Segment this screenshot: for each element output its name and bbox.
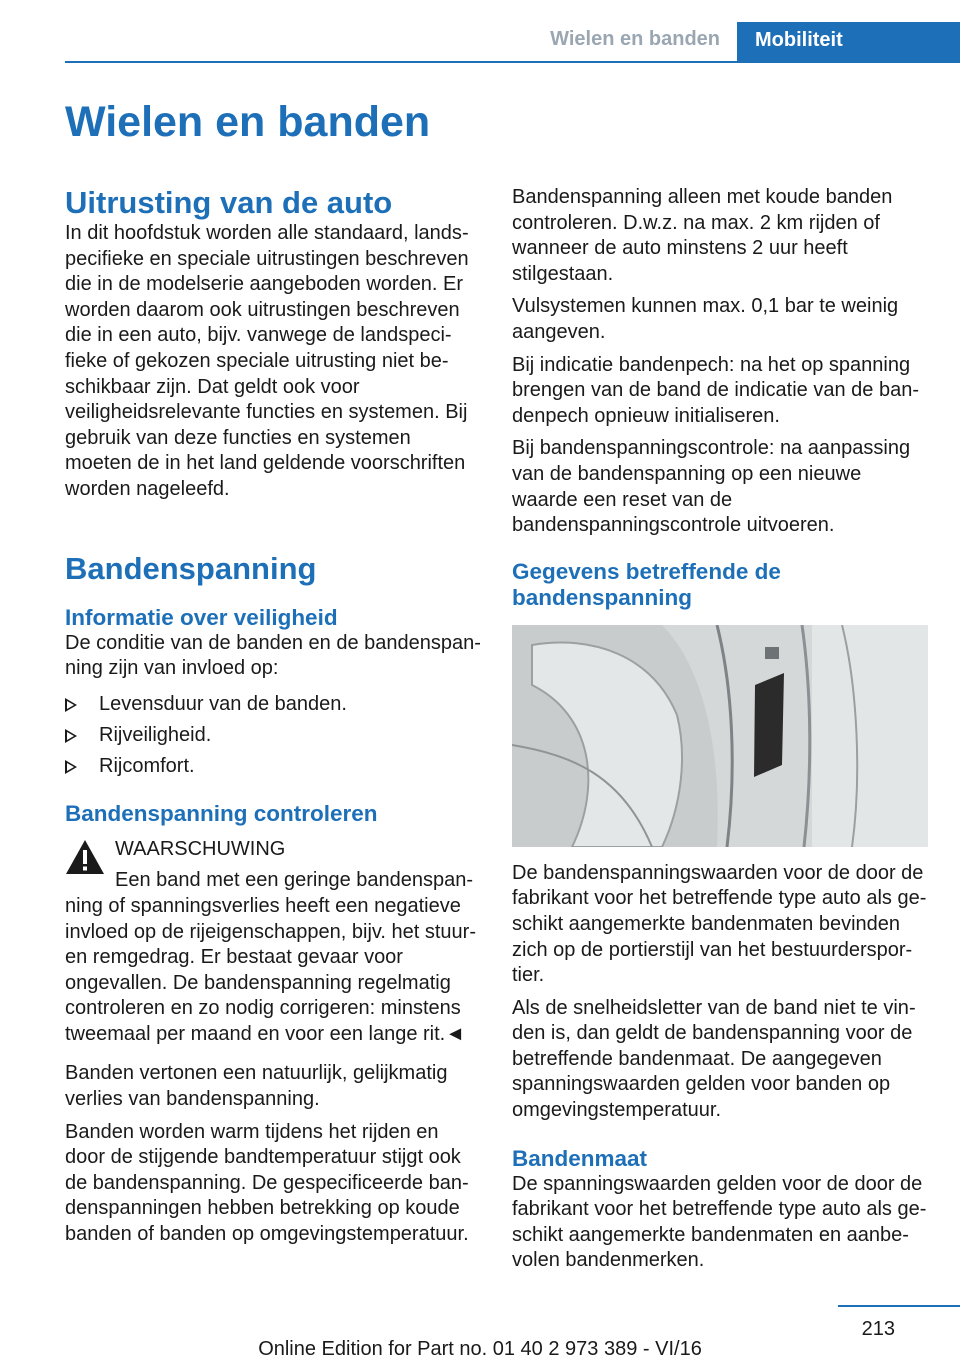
list-item: Levensduur van de banden. <box>65 692 481 723</box>
warning-label: WAARSCHUWING <box>115 837 286 860</box>
paragraph-pressure-loss: Banden vertonen een natuurlijk, gelijkmatig verlies van bandenspanning. <box>65 1062 448 1111</box>
triangle-bullet-icon <box>65 760 77 774</box>
warning-text: Een band met een geringe bandenspanning of spanningsverlies heeft een negatieve invloed op de rijeigenschappen, bijv. het stuur- en remgedrag. Er bestaat gevaar voor ongevallen. De bandenspanning regelmatig controleren en zo nodig corrigeren: minstens tweemaal per maand en voor een lange rit.◄ <box>65 869 476 1045</box>
header-chapter-tab: Mobiliteit <box>737 22 960 62</box>
paragraph-cold-tires: Bandenspanning alleen met koude banden controleren. D.w.z. na max. 2 km rijden of wanneer de auto minstens 2 uur heeft stilgestaan. <box>512 186 893 285</box>
paragraph-puncture-indicator: Bij indicatie bandenpech: na het op spanning brengen van de band de indicatie van de bandenpech opnieuw initialiseren. <box>512 353 919 427</box>
header-divider <box>65 61 960 63</box>
page-number: 213 <box>861 1318 895 1340</box>
paragraph-pressure-monitor: Bij bandenspanningscontrole: na aanpassing van de bandenspanning op een nieuwe waarde een reset van de bandenspanningscontrole uitvoeren. <box>512 437 911 537</box>
heading-pressure-data: Gegevens betreffende de bandenspanning <box>512 558 781 610</box>
paragraph-pressure-values: De bandenspanningswaarden voor de door de fabrikant voor het betreffende type auto als geschikt aangemerkte bandenmaten bevinden zich op de portierstijl van het bestuurdersportier. <box>512 861 927 987</box>
list-item: Rijveiligheid. <box>65 723 481 754</box>
warning-block <box>65 837 481 1048</box>
edition-footer: Online Edition for Part no. 01 40 2 973 389 - VI/16 <box>258 1338 702 1360</box>
paragraph-tire-size: De spanningswaarden gelden voor de door de fabrikant voor het betreffende type auto als geschikt aangemerkte bandenmaten en aanbevolen bandenmerken. <box>512 1172 927 1272</box>
paragraph-warm-tires: Banden worden warm tijdens het rijden en door de stijgende bandtemperatuur stijgt ook de bandenspanning. De gespecificeerde bandenspanningen hebben betrekking op koude banden of banden op omgevingstemperatuur. <box>65 1120 469 1246</box>
page-header <box>0 0 960 62</box>
right-column <box>512 185 928 1281</box>
paragraph-safety: De conditie van de banden en de bandenspanning zijn van invloed op: <box>65 631 481 680</box>
list-item: Rijcomfort. <box>65 754 481 785</box>
warning-triangle-icon <box>65 839 105 875</box>
heading-tire-pressure: Bandenspanning <box>65 550 317 586</box>
triangle-bullet-icon <box>65 729 77 743</box>
paragraph-equipment: In dit hoofdstuk worden alle standaard, landspecifieke en speciale uitrustingen beschreven die in de modelserie aangeboden worden. Er worden daarom ook uitrustingen beschreven die in een auto, bijv. vanwege de landspecifieke of gekozen speciale uitrusting niet beschikbaar zijn. Dat geldt ook voor veiligheidsrelevante functies en systemen. Bij gebruik van deze functies en systemen moeten de in het land geldende voorschriften worden nageleefd. <box>65 222 469 500</box>
bullet-list <box>65 692 481 785</box>
heading-safety: Informatie over veiligheid <box>65 604 338 630</box>
paragraph-fill-systems: Vulsystemen kunnen max. 0,1 bar te weinig aangeven. <box>512 295 899 343</box>
header-section: Wielen en banden <box>550 28 720 50</box>
page-title: Wielen en banden <box>65 98 431 146</box>
triangle-bullet-icon <box>65 698 77 712</box>
heading-equipment: Uitrusting van de auto <box>65 185 393 220</box>
heading-check-pressure: Bandenspanning controleren <box>65 800 378 826</box>
footer-divider <box>838 1305 960 1307</box>
door-pillar-label-image <box>512 625 928 847</box>
left-column <box>65 185 481 1255</box>
paragraph-speed-letter: Als de snelheidsletter van de band niet te vinden is, dan geldt de bandenspanning voor de betreffende bandenmaat. De aangegeven spanningswaarden gelden voor banden op omgevingstemperatuur. <box>512 996 916 1122</box>
heading-tire-size: Bandenmaat <box>512 1145 648 1171</box>
